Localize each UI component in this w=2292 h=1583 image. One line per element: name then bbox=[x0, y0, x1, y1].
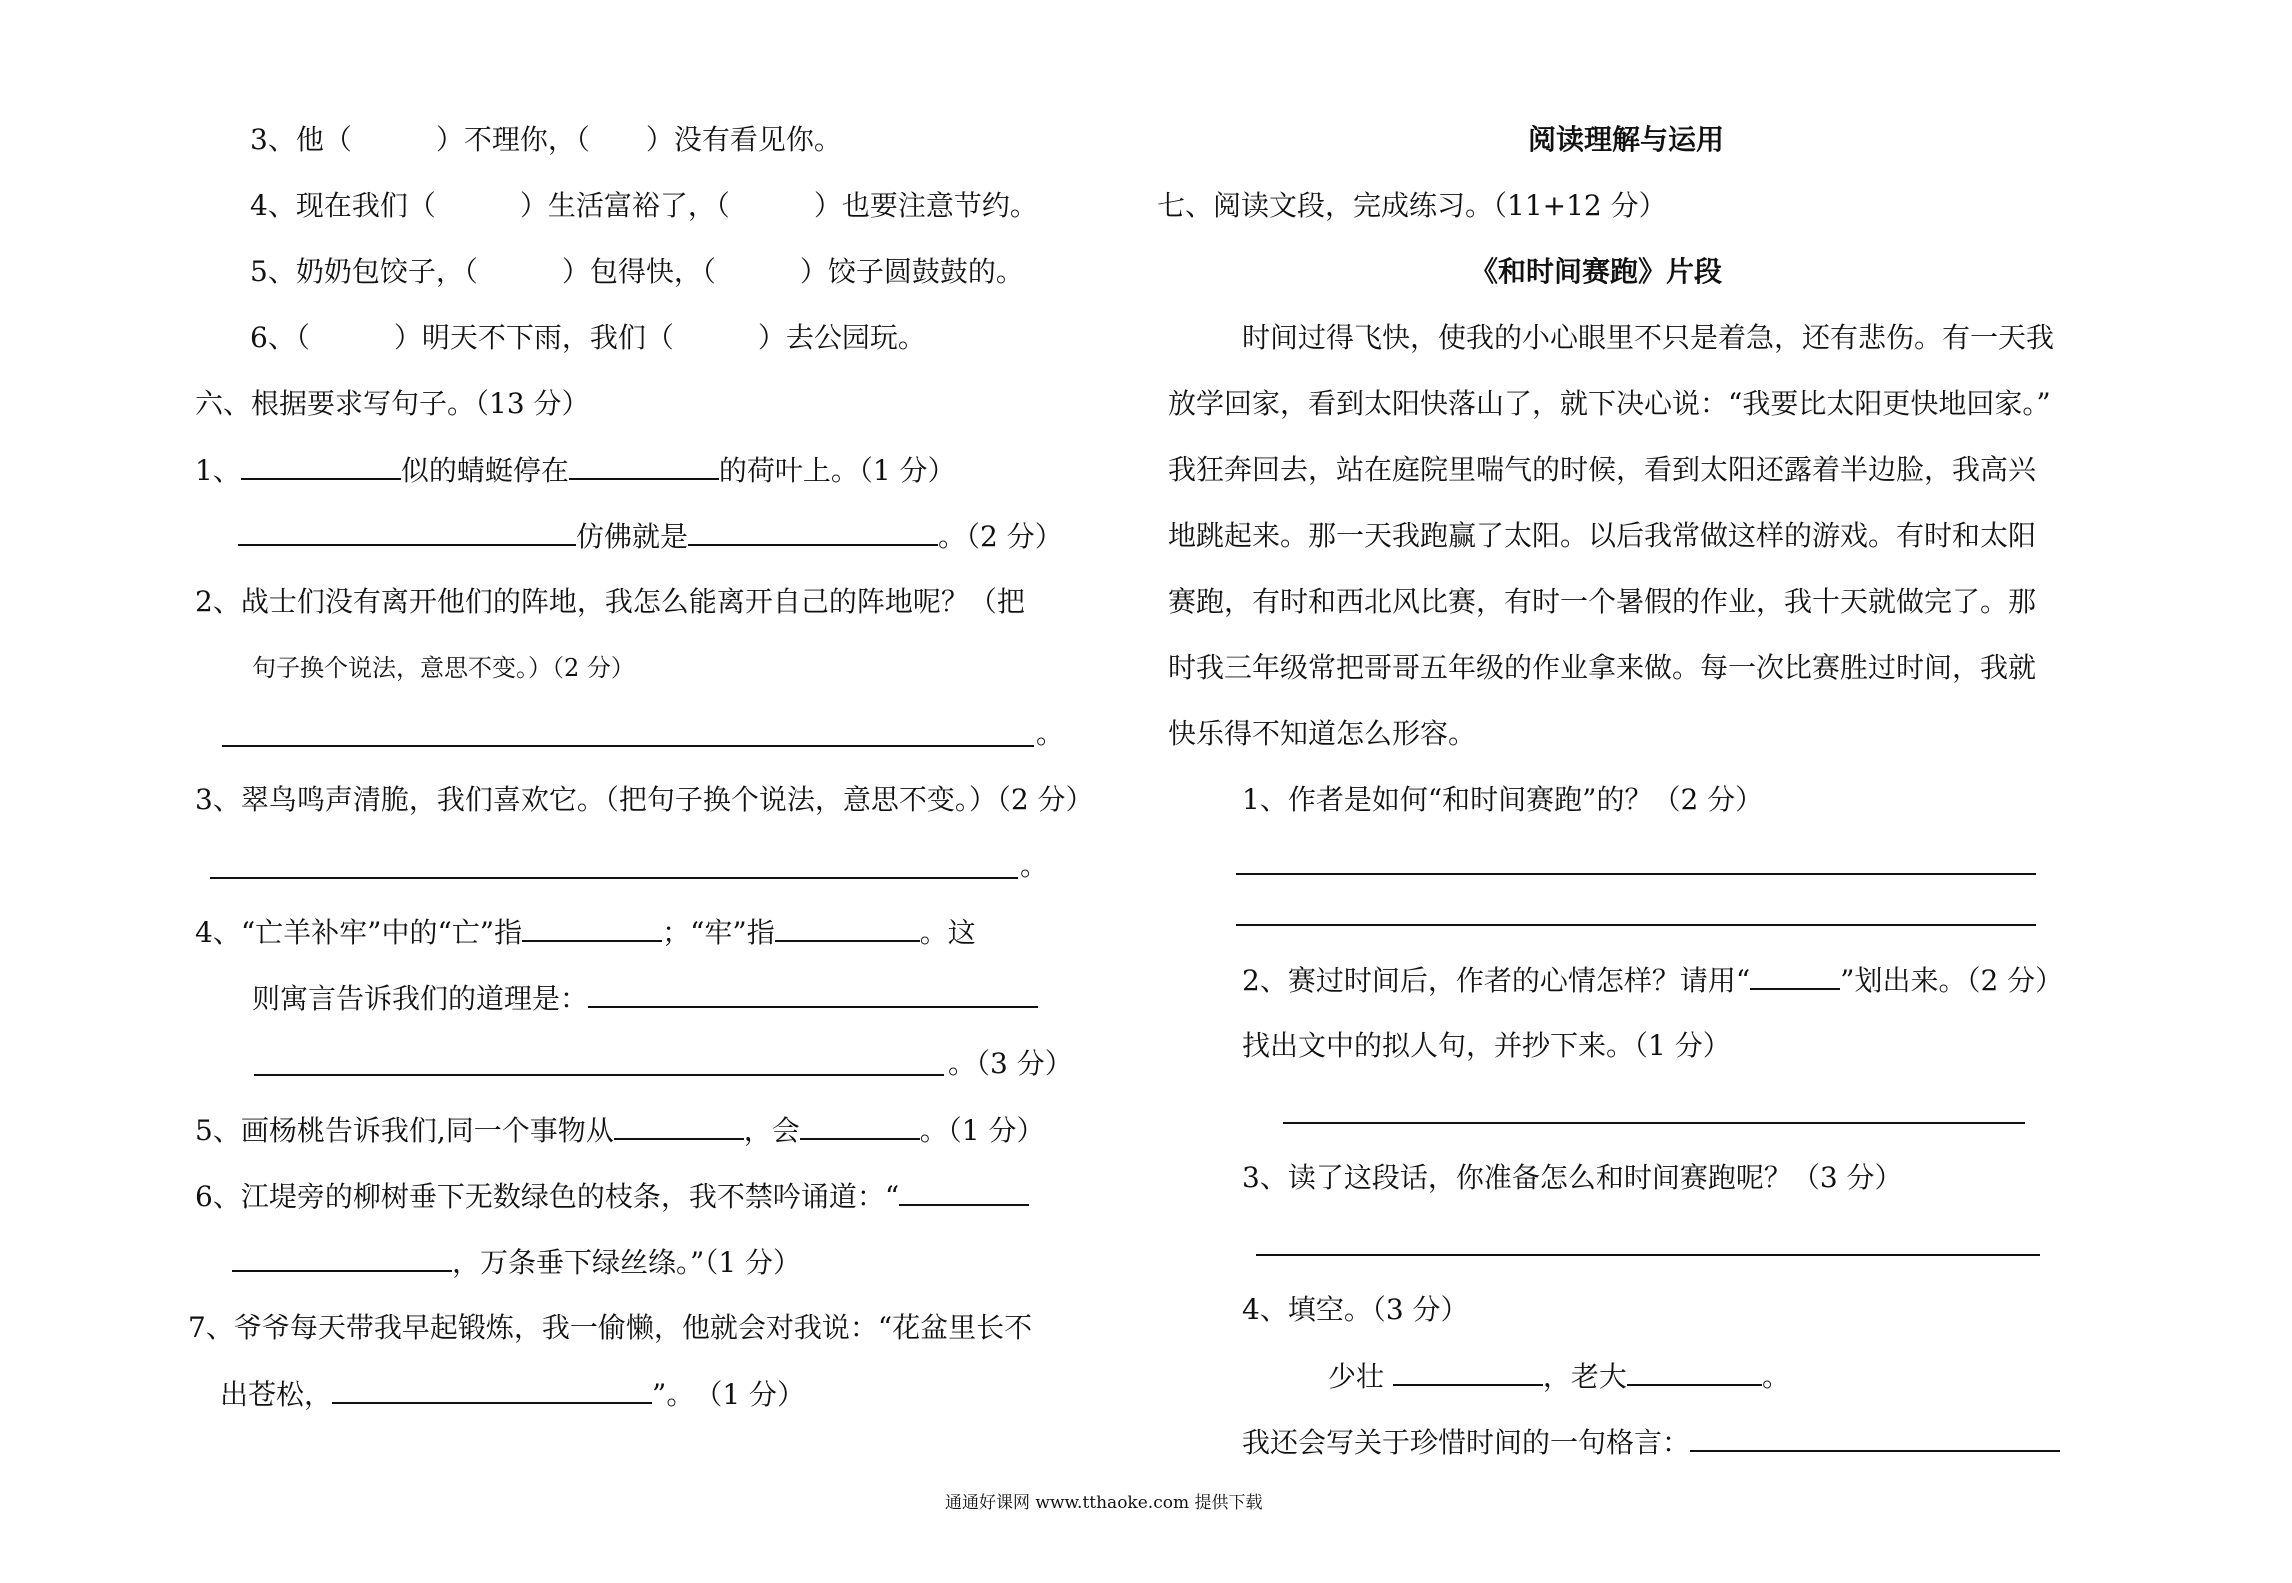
answer-line[interactable] bbox=[1236, 873, 2036, 875]
question-3-text: 3、翠鸟鸣声清脆，我们喜欢它。（把句子换个说法，意思不变。）（2 分） bbox=[195, 783, 1094, 816]
question-text: 。这 bbox=[919, 916, 976, 949]
question-5 bbox=[195, 1112, 1044, 1149]
question-text: 我还会写关于珍惜时间的一句格言： bbox=[1242, 1426, 1691, 1459]
question-text: 5、画杨桃告诉我们,同一个事物从 bbox=[195, 1114, 614, 1147]
reading-question-4: 4、填空。（3 分） bbox=[1242, 1293, 1469, 1326]
answer-blank[interactable] bbox=[332, 1376, 652, 1404]
answer-blank[interactable] bbox=[522, 914, 662, 942]
question-6-line-2 bbox=[232, 1244, 801, 1281]
reading-question-2-part-2: 找出文中的拟人句，并抄下来。（1 分） bbox=[1242, 1029, 1731, 1062]
answer-blank[interactable] bbox=[588, 980, 1038, 1008]
answer-blank[interactable] bbox=[614, 1112, 744, 1140]
question-2-text: 2、战士们没有离开他们的阵地，我怎么能离开自己的阵地呢？（把 bbox=[195, 585, 1025, 618]
passage-line: 放学回家，看到太阳快落山了，就下决心说：“我要比太阳更快地回家。” bbox=[1168, 387, 2051, 420]
question-4-line-1 bbox=[195, 914, 976, 951]
question-text: 仿佛就是 bbox=[576, 520, 689, 553]
question-text: 则寓言告诉我们的道理是： bbox=[252, 982, 589, 1015]
question-text: ，会 bbox=[743, 1114, 800, 1147]
question-text: 。 bbox=[1761, 1360, 1790, 1393]
question-text: 2、赛过时间后，作者的心情怎样？请用“ bbox=[1242, 964, 1751, 997]
passage-line: 赛跑，有时和西北风比赛，有时一个暑假的作业，我十天就做完了。那 bbox=[1168, 585, 2037, 618]
answer-blank[interactable] bbox=[1690, 1424, 2060, 1452]
question-text: ；“牢”指 bbox=[662, 916, 775, 949]
passage-line: 我狂奔回去，站在庭院里喘气的时候，看到太阳还露着半边脸，我高兴 bbox=[1168, 453, 2037, 486]
question-4-line-2 bbox=[252, 980, 1038, 1017]
question-text: 似的蜻蜓停在 bbox=[400, 454, 569, 487]
question-text: ，老大 bbox=[1542, 1360, 1627, 1393]
question-text: 出苍松， bbox=[220, 1378, 333, 1411]
proverb-fill bbox=[1328, 1358, 1790, 1395]
answer-line[interactable] bbox=[254, 1074, 944, 1076]
passage-line: 地跳起来。那一天我跑赢了太阳。以后我常做这样的游戏。有时和太阳 bbox=[1168, 519, 2037, 552]
fill-item-5: 5、奶奶包饺子，（ ）包得快，（ ）饺子圆鼓鼓的。 bbox=[250, 255, 1024, 288]
passage-title: 《和时间赛跑》片段 bbox=[1470, 255, 1723, 288]
footer-watermark: 通通好课网 www.tthaoke.com 提供下载 bbox=[945, 1493, 1263, 1513]
passage-line: 时我三年级常把哥哥五年级的作业拿来做。每一次比赛胜过时间，我就 bbox=[1168, 651, 2037, 684]
answer-blank[interactable] bbox=[1393, 1358, 1543, 1386]
answer-blank[interactable] bbox=[688, 518, 938, 546]
answer-line-period: 。 bbox=[1036, 717, 1065, 750]
question-text: 6、江堤旁的柳树垂下无数绿色的枝条，我不禁吟诵道：“ bbox=[195, 1180, 900, 1213]
question-1-line-2 bbox=[238, 518, 1063, 555]
question-text: 4、“亡羊补牢”中的“亡”指 bbox=[195, 916, 523, 949]
answer-line[interactable] bbox=[1236, 924, 2036, 926]
section-7-heading: 七、阅读文段，完成练习。（11+12 分） bbox=[1157, 189, 1667, 222]
answer-blank[interactable] bbox=[800, 1112, 920, 1140]
question-7-line-1: 7、爷爷每天带我早起锻炼，我一偷懒，他就会对我说：“花盆里长不 bbox=[188, 1311, 1033, 1344]
question-number: 1、 bbox=[195, 454, 241, 487]
answer-line-period: 。 bbox=[1020, 849, 1049, 882]
answer-line[interactable] bbox=[210, 877, 1018, 879]
question-2-note: 句子换个说法，意思不变。）（2 分） bbox=[252, 654, 635, 682]
question-4-score: 。（3 分） bbox=[948, 1047, 1073, 1080]
section-title: 阅读理解与运用 bbox=[1528, 123, 1725, 156]
question-text: ，万条垂下绿丝绦。”（1 分） bbox=[452, 1246, 802, 1279]
underline-sample bbox=[1750, 962, 1840, 990]
answer-blank[interactable] bbox=[241, 452, 401, 480]
fill-item-3: 3、他（ ）不理你，（ ）没有看见你。 bbox=[250, 123, 842, 156]
answer-blank[interactable] bbox=[899, 1178, 1029, 1206]
question-text: 。（1 分） bbox=[919, 1114, 1045, 1147]
question-text: 少壮 bbox=[1328, 1360, 1385, 1393]
question-text: ”。 （1 分） bbox=[652, 1378, 806, 1411]
answer-line[interactable] bbox=[222, 745, 1034, 747]
passage-line: 快乐得不知道怎么形容。 bbox=[1168, 717, 1477, 750]
question-text: 。（2 分） bbox=[938, 520, 1063, 553]
question-6-line-1 bbox=[195, 1178, 1029, 1215]
fill-item-6: 6、（ ）明天不下雨，我们（ ）去公园玩。 bbox=[250, 321, 926, 354]
passage-line: 时间过得飞快，使我的小心眼里不只是着急，还有悲伤。有一天我 bbox=[1242, 321, 2055, 354]
answer-line[interactable] bbox=[1283, 1122, 2025, 1124]
question-text: 的荷叶上。（1 分） bbox=[718, 454, 956, 487]
answer-blank[interactable] bbox=[232, 1244, 452, 1272]
reading-question-2 bbox=[1242, 962, 2063, 999]
answer-blank[interactable] bbox=[775, 914, 920, 942]
question-7-line-2 bbox=[220, 1376, 805, 1413]
fill-item-4: 4、现在我们（ ）生活富裕了，（ ）也要注意节约。 bbox=[250, 189, 1038, 222]
answer-blank[interactable] bbox=[569, 452, 719, 480]
question-text: ”划出来。（2 分） bbox=[1840, 964, 2064, 997]
reading-question-3: 3、读了这段话，你准备怎么和时间赛跑呢？（3 分） bbox=[1242, 1161, 1903, 1194]
reading-question-1: 1、作者是如何“和时间赛跑”的？（2 分） bbox=[1242, 783, 1764, 816]
answer-blank[interactable] bbox=[238, 518, 576, 546]
answer-line[interactable] bbox=[1256, 1254, 2040, 1256]
question-1-line-1 bbox=[195, 452, 956, 489]
motto-line bbox=[1242, 1424, 2060, 1461]
answer-blank[interactable] bbox=[1627, 1358, 1762, 1386]
section-6-heading: 六、根据要求写句子。（13 分） bbox=[195, 387, 590, 420]
